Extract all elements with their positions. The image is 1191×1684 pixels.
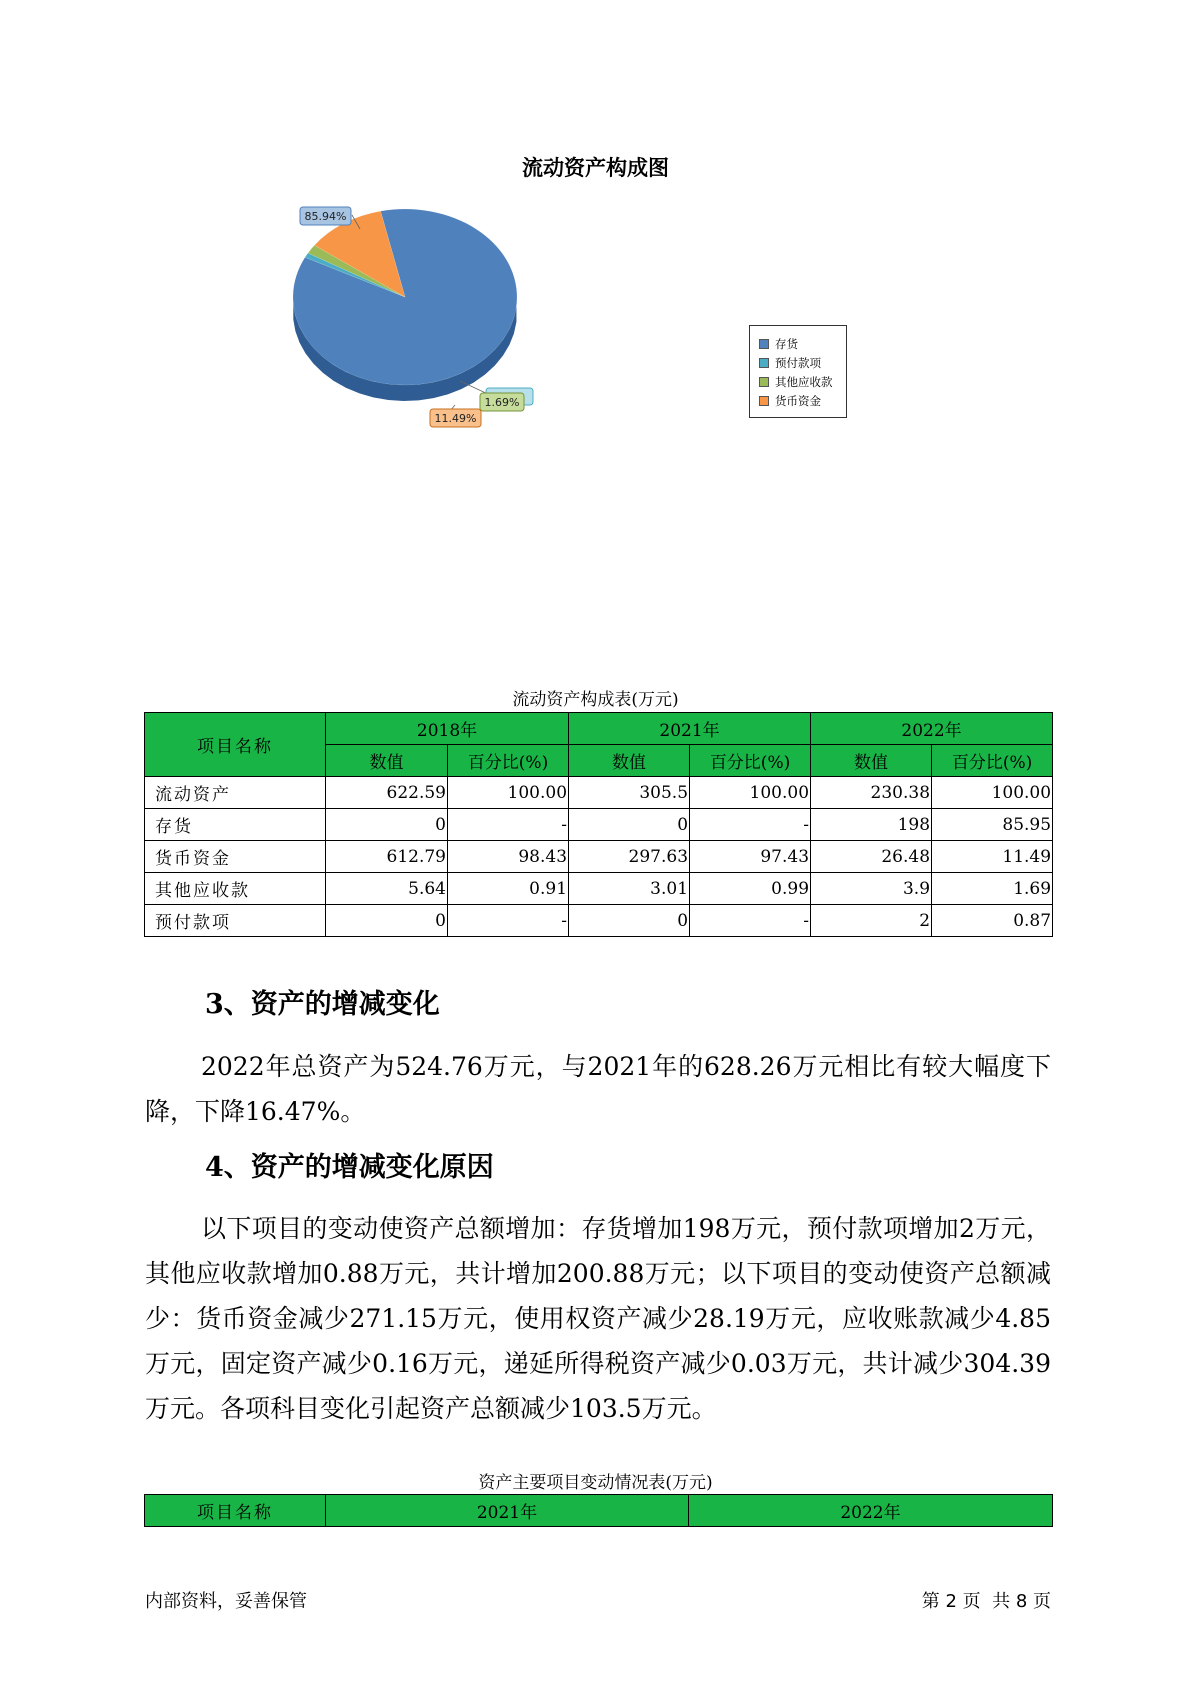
legend-swatch xyxy=(759,339,769,349)
legend-swatch xyxy=(759,396,769,406)
table-cell: - xyxy=(448,809,569,841)
section3-paragraph: 2022年总资产为524.76万元，与2021年的628.26万元相比有较大幅度下降，下降16.47%。 xyxy=(145,1052,1051,1126)
table-cell: 97.43 xyxy=(690,841,811,873)
table-cell: 1.69 xyxy=(932,873,1053,905)
table-cell: 0 xyxy=(569,809,690,841)
current-assets-table xyxy=(144,712,1053,937)
header-year: 2018年 xyxy=(326,713,569,745)
header-year: 2022年 xyxy=(689,1495,1053,1527)
asset-changes-table xyxy=(144,1494,1053,1527)
table-cell: 297.63 xyxy=(569,841,690,873)
table-cell: 0 xyxy=(326,905,448,937)
table-cell: 11.49 xyxy=(932,841,1053,873)
header-pct: 百分比(%) xyxy=(448,745,569,777)
legend-swatch xyxy=(759,358,769,368)
legend-item xyxy=(759,372,846,391)
table-row xyxy=(145,809,1053,841)
header-item-name: 项目名称 xyxy=(145,713,326,777)
table-cell: 85.95 xyxy=(932,809,1053,841)
row-name: 其他应收款 xyxy=(145,873,326,905)
header-item-name: 项目名称 xyxy=(145,1495,326,1527)
table-cell: 0 xyxy=(569,905,690,937)
pie-top xyxy=(293,209,517,385)
header-pct: 百分比(%) xyxy=(690,745,811,777)
pie-chart xyxy=(290,205,590,455)
header-value: 数值 xyxy=(569,745,690,777)
legend-item xyxy=(759,353,846,372)
table-row xyxy=(145,873,1053,905)
table-cell: 198 xyxy=(811,809,932,841)
row-name: 货币资金 xyxy=(145,841,326,873)
pie-data-label: 1.69% xyxy=(484,396,520,409)
table-cell: 0.87 xyxy=(932,905,1053,937)
legend-label: 存货 xyxy=(775,336,798,351)
table-cell: - xyxy=(448,905,569,937)
table-cell: 26.48 xyxy=(811,841,932,873)
table-cell: 612.79 xyxy=(326,841,448,873)
header-year: 2022年 xyxy=(811,713,1053,745)
footer-confidential: 内部资料，妥善保管 xyxy=(145,1591,307,1612)
table1-caption: 流动资产构成表(万元) xyxy=(512,690,679,710)
table-cell: 5.64 xyxy=(326,873,448,905)
legend-label: 预付款项 xyxy=(775,355,821,370)
pie-data-label: 11.49% xyxy=(434,412,477,425)
table-cell: 3.01 xyxy=(569,873,690,905)
table-row xyxy=(145,841,1053,873)
table-cell: 3.9 xyxy=(811,873,932,905)
header-value: 数值 xyxy=(326,745,448,777)
table-cell: 2 xyxy=(811,905,932,937)
section4-heading: 4、资产的增减变化原因 xyxy=(205,1152,494,1183)
footer-page-number: 第 2 页 共 8 页 xyxy=(921,1591,1051,1612)
table-cell: 100.00 xyxy=(932,777,1053,809)
section3-heading: 3、资产的增减变化 xyxy=(205,989,440,1020)
row-name: 存货 xyxy=(145,809,326,841)
table-cell: 0.99 xyxy=(690,873,811,905)
chart-title: 流动资产构成图 xyxy=(522,156,669,180)
table-cell: - xyxy=(690,809,811,841)
table-cell: 622.59 xyxy=(326,777,448,809)
table-cell: 100.00 xyxy=(448,777,569,809)
legend-label: 其他应收款 xyxy=(775,374,833,389)
table-cell: 98.43 xyxy=(448,841,569,873)
header-value: 数值 xyxy=(811,745,932,777)
table-cell: 230.38 xyxy=(811,777,932,809)
header-pct: 百分比(%) xyxy=(932,745,1053,777)
header-year: 2021年 xyxy=(326,1495,689,1527)
header-year: 2021年 xyxy=(569,713,811,745)
pie-data-label: 85.94% xyxy=(304,210,347,223)
legend-item xyxy=(759,334,846,353)
table-cell: - xyxy=(690,905,811,937)
legend-label: 货币资金 xyxy=(775,393,821,408)
table-row xyxy=(145,905,1053,937)
table-row xyxy=(145,777,1053,809)
table-cell: 100.00 xyxy=(690,777,811,809)
section4-paragraph: 以下项目的变动使资产总额增加：存货增加198万元，预付款项增加2万元，其他应收款增加0.88万元，共计增加200.88万元；以下项目的变动使资产总额减少：货币资金减少271.15万元，使用权资产减少28.19万元，应收账款减少4.85万元，固定资产减少0.16万元，递延所得税资产减少0.03万元，共计减少304.39万元。各项科目变化引起资产总额减少103.5万元。 xyxy=(145,1214,1051,1423)
table-cell: 305.5 xyxy=(569,777,690,809)
legend-item xyxy=(759,391,846,410)
row-name: 预付款项 xyxy=(145,905,326,937)
chart-legend xyxy=(749,325,847,418)
table-cell: 0.91 xyxy=(448,873,569,905)
table-cell: 0 xyxy=(326,809,448,841)
legend-swatch xyxy=(759,377,769,387)
row-name: 流动资产 xyxy=(145,777,326,809)
table2-caption: 资产主要项目变动情况表(万元) xyxy=(478,1473,713,1493)
